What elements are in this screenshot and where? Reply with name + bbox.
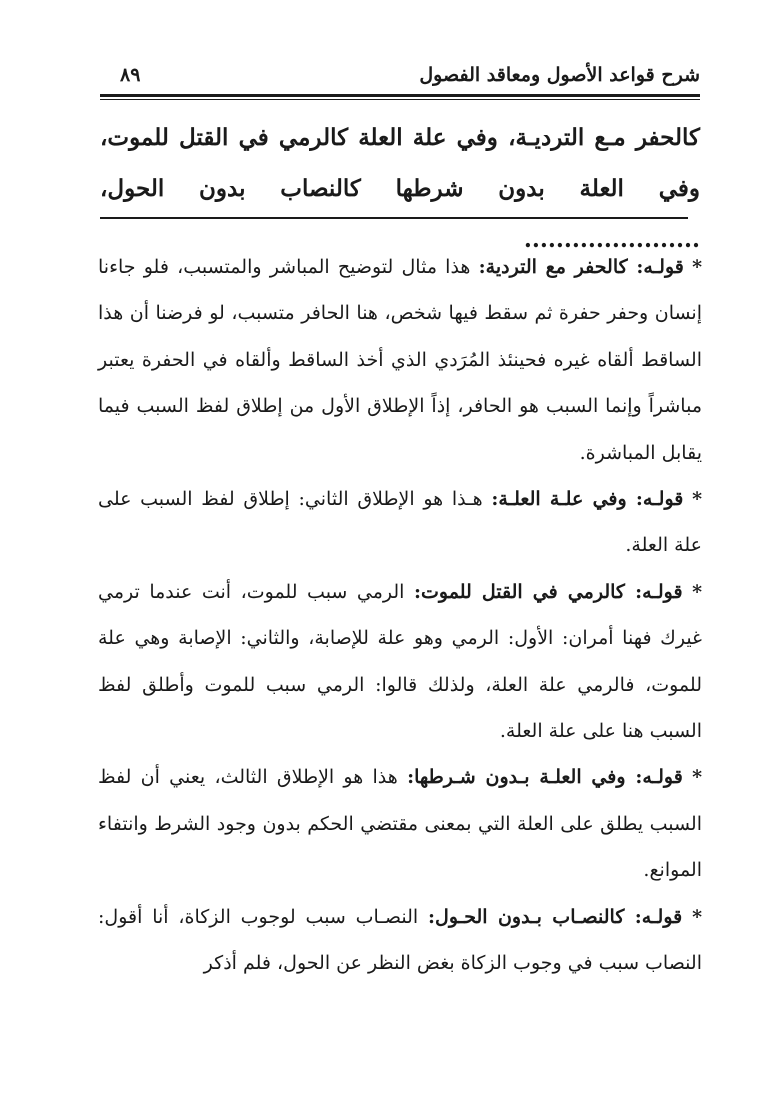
- asterisk-marker: *: [692, 766, 703, 789]
- header-rule-thick: [100, 94, 700, 97]
- paragraph-text: هذا هو الإطلاق الثالث، يعني أن لفظ السبب يطلق على العلة التي بمعنى مقتضي الحكم بدون وجود الشرط وانتفاء الموانع.: [98, 766, 702, 882]
- matn-text: كالحفر مـع الترديـة، وفي علة العلة كالرمي في القتل للموت، وفي العلة بدون شرطها كالنصاب بدون الحول، ......................: [100, 124, 700, 253]
- commentary-body: [98, 244, 702, 987]
- commentary-paragraph: [98, 476, 702, 569]
- page-number: ٨٩: [120, 64, 141, 86]
- paragraph-text: هذا مثال لتوضيح المباشر والمتسبب، فلو جاءنا إنسان وحفر حفرة ثم سقط فيها شخص، هنا الحافر متسبب، لو فرضنا أن هذا الساقط ألقاه غيره فحينئذ المُرَدي الذي أخذ الساقط وألقاه في الحفرة يعتبر مباشراً وإنما السبب هو الحافر، إذاً الإطلاق الأول من إطلاق لفظ السبب فيما يقابل المباشرة.: [98, 256, 702, 464]
- commentary-paragraph: [98, 754, 702, 893]
- matn-separator: [100, 217, 688, 219]
- asterisk-marker: *: [692, 580, 703, 603]
- commentary-paragraph: [98, 244, 702, 476]
- quoted-lemma: قولـه: كالحفر مع التردية:: [478, 256, 684, 278]
- asterisk-marker: *: [692, 905, 702, 928]
- header-rule-thin: [100, 99, 700, 100]
- quoted-lemma: قولـه: وفي العلـة بـدون شـرطها:: [407, 766, 683, 789]
- quoted-lemma: قولـه: كالرمي في القتل للموت:: [414, 580, 683, 603]
- asterisk-marker: *: [692, 256, 702, 278]
- quoted-lemma: قولـه: وفي علـة العلـة:: [491, 488, 684, 511]
- commentary-paragraph: [98, 569, 702, 755]
- commentary-paragraph: [98, 894, 702, 987]
- paragraph-text: الرمي سبب للموت، أنت عندما ترمي غيرك فهنا أمران: الأول: الرمي وهو علة للإصابة، والثاني: الإصابة وهي علة للموت، فالرمي علة العلة، ولذلك قالوا: الرمي سبب للموت وأطلق لفظ السبب هنا على علة العلة.: [98, 580, 702, 743]
- quoted-lemma: قولـه: كالنصـاب بـدون الحـول:: [428, 905, 683, 928]
- paragraph-text: هـذا هو الإطلاق الثاني: إطلاق لفظ السبب على علة العلة.: [98, 488, 702, 557]
- asterisk-marker: *: [692, 488, 702, 511]
- paragraph-text: النصـاب سبب لوجوب الزكاة، أنا أقول: النصاب سبب في وجوب الزكاة بغض النظر عن الحول، فلم أذكر: [98, 905, 702, 975]
- running-header: [100, 60, 700, 92]
- header-title: شرح قواعد الأصول ومعاقد الفصول: [419, 64, 700, 86]
